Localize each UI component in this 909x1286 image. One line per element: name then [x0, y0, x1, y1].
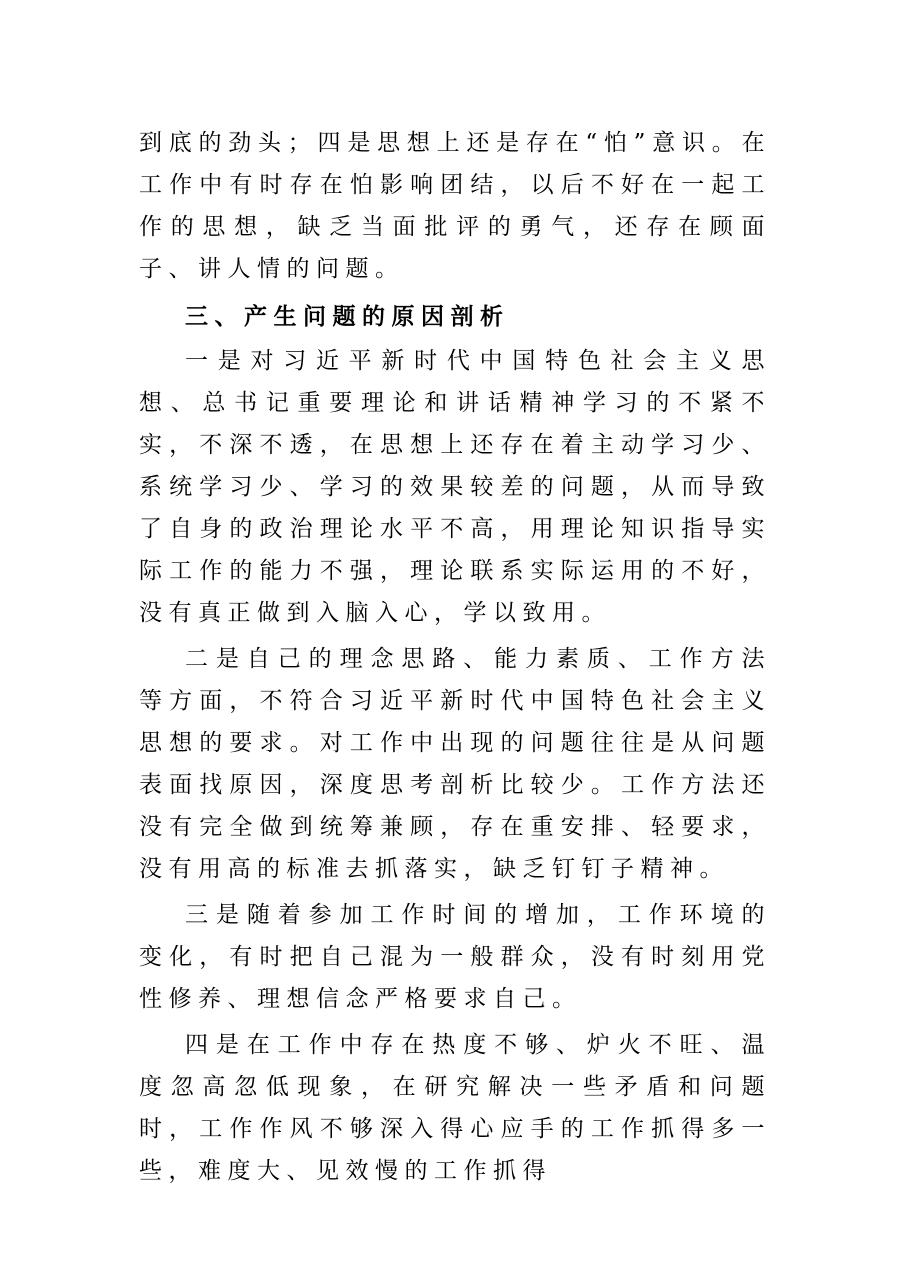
paragraph-reason-3: 三是随着参加工作时间的增加，工作环境的变化，有时把自己混为一般群众，没有时刻用党性修养、理想信念严格要求自己。	[139, 902, 771, 1012]
paragraph-reason-4: 四是在工作中存在热度不够、炉火不旺、温度忽高忽低现象，在研究解决一些矛盾和问题时，工作作风不够深入得心应手的工作抓得多一些，难度大、见效慢的工作抓得	[139, 1032, 771, 1184]
paragraph-reason-1: 一是对习近平新时代中国特色社会主义思想、总书记重要理论和讲话精神学习的不紧不实，不深不透，在思想上还存在着主动学习少、系统学习少、学习的效果较差的问题，从而导致了自身的政治理论水平不高，用理论知识指导实际工作的能力不强，理论联系实际运用的不好，没有真正做到入脑入心，学以致用。	[139, 348, 771, 626]
paragraph-reason-2: 二是自己的理念思路、能力素质、工作方法等方面，不符合习近平新时代中国特色社会主义思想的要求。对工作中出现的问题往往是从问题表面找原因，深度思考剖析比较少。工作方法还没有完全做到统筹兼顾，存在重安排、轻要求，没有用高的标准去抓落实，缺乏钉钉子精神。	[139, 646, 771, 882]
document-page	[139, 122, 771, 1192]
section-heading: 三、产生问题的原因剖析	[185, 303, 510, 330]
paragraph-continued: 到底的劲头；四是思想上还是存在“怕”意识。在工作中有时存在怕影响团结，以后不好在一起工作的思想，缺乏当面批评的勇气，还存在顾面子、讲人情的问题。	[139, 130, 771, 282]
